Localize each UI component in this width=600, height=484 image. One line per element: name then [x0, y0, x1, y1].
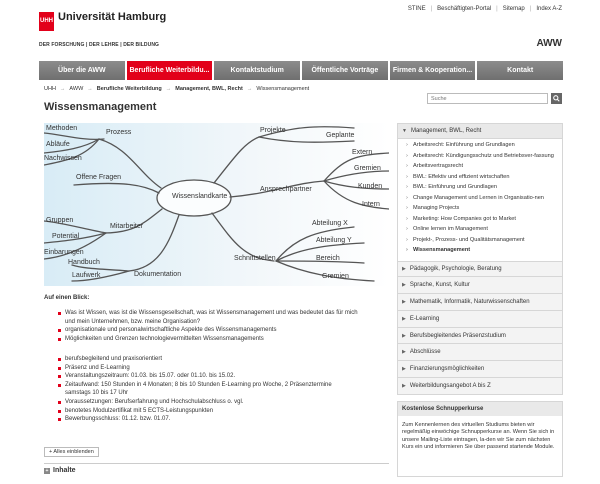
breadcrumb-arrow-icon: →: [59, 86, 66, 92]
mindmap-label: Intern: [362, 201, 380, 208]
topnav-beschaeftigten-portal[interactable]: Beschäftigten-Portal: [437, 6, 492, 12]
bullet-list-topics: [58, 309, 358, 343]
inhalte-label: Inhalte: [53, 467, 76, 474]
show-all-button[interactable]: + Alles einblenden: [44, 447, 99, 457]
mindmap-label: Gruppen: [46, 217, 74, 224]
sidebar-subitem[interactable]: › Marketing: How Companies got to Market: [406, 216, 562, 223]
mindmap-label: Einbarungen: [44, 249, 84, 256]
uhh-logo[interactable]: UHH: [39, 12, 54, 31]
main-navigation: [39, 61, 563, 80]
triangle-right-icon: ▶: [402, 366, 406, 373]
list-item: Bewerbungsschluss: 01.12. bzw. 01.07.: [58, 415, 358, 424]
triangle-right-icon: ▶: [402, 265, 406, 272]
schnupperkurse-box: [397, 401, 563, 477]
list-item: organisationale und personalwirtschaftliche Aspekte des Wissensmanagements: [58, 326, 358, 335]
mindmap-label: Methoden: [46, 125, 78, 132]
sidebar-section[interactable]: [397, 344, 563, 361]
mindmap-label: Abläufe: [46, 141, 70, 148]
list-item: Zeitaufwand: 150 Stunden in 4 Monaten; 8 bis 10 Stunden E-Learning pro Woche, 2 Präsenztermine samstags 10 bis 17 Uhr: [58, 381, 358, 398]
sidebar-section-label: Pädagogik, Psychologie, Beratung: [409, 265, 502, 272]
mindmap-label: Potential: [52, 233, 80, 240]
mindmap-label: Offene Fragen: [76, 174, 122, 181]
sidebar-section[interactable]: [397, 261, 563, 278]
sidebar-subitem[interactable]: › Projekt-, Prozess- und Qualitätsmanagement: [406, 237, 562, 244]
sidebar-section-management[interactable]: [397, 123, 563, 139]
topnav-separator: |: [430, 6, 433, 12]
mindmap-image: [44, 123, 389, 286]
sidebar-subitem[interactable]: › BWL: Einführung und Grundlagen: [406, 184, 562, 191]
mindmap-label: Laufwerk: [72, 272, 101, 279]
sidebar-subnav: [397, 139, 563, 261]
sidebar-section-label: Sprache, Kunst, Kultur: [409, 282, 470, 289]
triangle-right-icon: ▶: [402, 382, 406, 389]
search-icon: [553, 95, 560, 102]
schnupperkurse-text: Zum Kennenlernen des virtuellen Studiums bieten wir regelmäßig einwöchige Schnupperkurse an. Wenn Sie sich in unsere Mailing-Liste eintragen, la-den wir Sie zum nächsten Kurs ein und informieren Sie über passend startende Module.: [402, 421, 555, 451]
site-header: [0, 0, 600, 60]
nav-tab-oeffentliche-vortraege[interactable]: Öffentliche Vorträge: [302, 61, 388, 80]
schnupperkurse-title: Kostenlose Schnupperkurse: [398, 402, 562, 416]
sidebar-subitem-current[interactable]: › Wissensmanagement: [406, 247, 562, 254]
inhalte-toggle[interactable]: [44, 467, 76, 474]
mindmap-label: Handbuch: [68, 259, 100, 266]
breadcrumb-berufliche-weiterbildung[interactable]: Berufliche Weiterbildung: [96, 86, 162, 92]
breadcrumb-arrow-icon: →: [165, 86, 172, 92]
bullet-list-facts: [58, 355, 358, 424]
divider: [44, 463, 389, 464]
sidebar-subitem[interactable]: › Change Management und Lernen in Organisatio-nen: [406, 195, 562, 202]
list-item: Präsenz und E-Learning: [58, 364, 358, 373]
sidebar-section-label: Berufsbegleitendes Präsenzstudium: [409, 332, 506, 339]
mindmap-label: Abteilung X: [312, 220, 348, 227]
sidebar-section-label: Abschlüsse: [409, 349, 441, 356]
nav-tab-kontakt[interactable]: Kontakt: [477, 61, 563, 80]
mindmap-label: Gremien: [354, 165, 381, 172]
plus-icon: +: [45, 467, 49, 474]
sidebar-section[interactable]: [397, 294, 563, 311]
sidebar-section-label: E-Learning: [409, 315, 440, 322]
mindmap-label: Ansprechpartner: [260, 186, 312, 193]
topnav-index[interactable]: Index A-Z: [536, 6, 562, 12]
mindmap-label: Prozess: [106, 129, 132, 136]
mindmap-label: Dokumentation: [134, 271, 182, 278]
sidebar-subitem[interactable]: › BWL: Effektiv und effizient wirtschaften: [406, 174, 562, 181]
sidebar-section[interactable]: [397, 311, 563, 328]
sidebar-section-label: Weiterbildungsangebot A bis Z: [409, 382, 491, 389]
sidebar-subitem[interactable]: › Arbeitsvertragsrecht: [406, 163, 562, 170]
sidebar-section-label: Management, BWL, Recht: [410, 128, 482, 134]
mindmap-label: Gremien: [322, 273, 349, 280]
top-navigation: [408, 6, 562, 12]
list-item: benotetes Modulzertifikat mit 5 ECTS-Leistungspunkten: [58, 407, 358, 416]
sidebar-section[interactable]: [397, 277, 563, 294]
sidebar-section[interactable]: [397, 378, 563, 395]
mindmap-label: Projekte: [260, 127, 286, 134]
triangle-right-icon: ▶: [402, 298, 406, 305]
list-item: Veranstaltungszeitraum: 01.03. bis 15.07. oder 01.10. bis 15.02.: [58, 372, 358, 381]
mindmap-label: Nachwissen: [44, 155, 82, 162]
search-button[interactable]: [551, 93, 562, 104]
university-motto: DER FORSCHUNG | DER LEHRE | DER BILDUNG: [39, 42, 160, 48]
sidebar-section[interactable]: [397, 361, 563, 378]
mindmap-label: Schnittstellen: [234, 255, 276, 262]
breadcrumb-arrow-icon: →: [246, 86, 253, 92]
triangle-right-icon: ▶: [402, 332, 406, 339]
topnav-separator: |: [529, 6, 532, 12]
sidebar-subitem[interactable]: › Managing Projects: [406, 205, 562, 212]
topnav-sitemap[interactable]: Sitemap: [502, 6, 525, 12]
breadcrumb-aww[interactable]: AWW: [69, 86, 84, 92]
triangle-right-icon: ▶: [402, 315, 406, 322]
list-item: Möglichkeiten und Grenzen technologievermittelten Wissensmanagements: [58, 335, 358, 344]
breadcrumb-arrow-icon: →: [87, 86, 93, 92]
topnav-separator: |: [496, 6, 498, 12]
mindmap-label: Kunden: [358, 183, 383, 190]
mindmap-label: Mitarbeiter: [110, 223, 144, 230]
sidebar-subitem[interactable]: › Arbeitsrecht: Einführung und Grundlagen: [406, 142, 562, 149]
sidebar: [397, 123, 563, 477]
university-name[interactable]: Universität Hamburg: [58, 11, 167, 23]
nav-tab-ueber-die-aww[interactable]: Über die AWW: [39, 61, 125, 80]
nav-tab-firmen-kooperation[interactable]: Firmen & Kooperation...: [390, 61, 476, 80]
mindmap-label: Extern: [352, 149, 373, 156]
triangle-right-icon: ▶: [402, 282, 406, 289]
sidebar-section[interactable]: [397, 328, 563, 345]
mindmap-label: Bereich: [316, 255, 340, 262]
site-name[interactable]: AWW: [536, 38, 562, 49]
triangle-down-icon: ▼: [402, 128, 407, 134]
breadcrumb-uhh[interactable]: UHH: [44, 86, 56, 92]
sidebar-subitem[interactable]: › Arbeitsrecht: Kündigungsschutz und Betriebsver-fassung: [406, 153, 562, 160]
list-item: berufsbegleitend und praxisorientiert: [58, 355, 358, 364]
topnav-stine[interactable]: STINE: [407, 6, 426, 12]
breadcrumb: [44, 86, 309, 92]
list-item: Voraussetzungen: Berufserfahrung und Hochschulabschluss o. vgl.: [58, 398, 358, 407]
mindmap-center-label: Wissenslandkarte: [172, 193, 228, 200]
search-input[interactable]: [427, 93, 548, 104]
mindmap-label: Abteilung Y: [316, 237, 352, 244]
mindmap-label: Geplante: [326, 132, 355, 139]
intro-heading: Auf einen Blick:: [44, 295, 90, 301]
nav-tab-kontaktstudium[interactable]: Kontaktstudium: [214, 61, 300, 80]
list-item: Was ist Wissen, was ist die Wissensgesellschaft, was ist Wissensmanagement und was bedeutet das für mich und mein Unternehmen, bzw. meine Organisation?: [58, 309, 358, 326]
nav-tab-berufliche-weiterbildung[interactable]: Berufliche Weiterbildu...: [127, 61, 213, 80]
sidebar-section-label: Finanzierungsmöglichkeiten: [409, 366, 485, 373]
breadcrumb-management[interactable]: Management, BWL, Recht: [175, 86, 243, 92]
breadcrumb-current: Wissensmanagement: [256, 86, 310, 92]
triangle-right-icon: ▶: [402, 349, 406, 356]
sidebar-section-label: Mathematik, Informatik, Naturwissenschaften: [409, 298, 530, 305]
sidebar-subitem[interactable]: › Online lernen im Management: [406, 226, 562, 233]
page-title: Wissensmanagement: [44, 101, 157, 113]
